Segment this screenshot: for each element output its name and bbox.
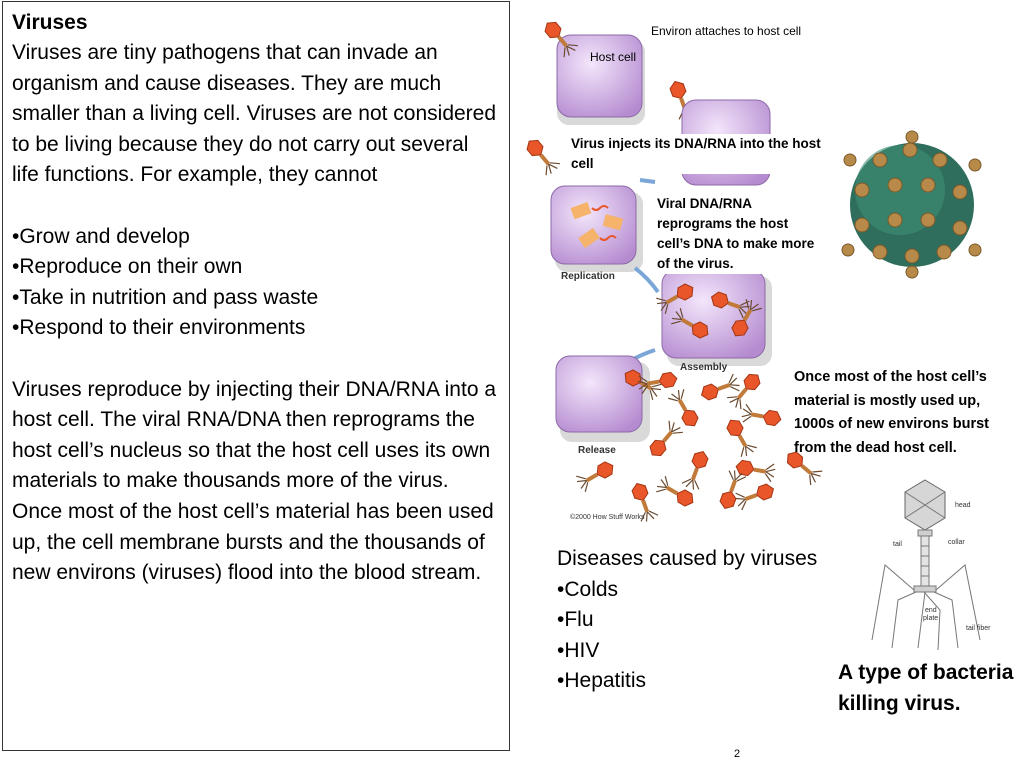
list-item: •Colds (557, 577, 619, 601)
stage-label-replication: Replication (561, 271, 615, 282)
list-item: •Grow and develop (12, 224, 190, 248)
burst-callout: Once most of the host cell’s material is mostly used up, 1000s of new environs burst from the dead host cell. (794, 369, 990, 456)
page-number: 2 (734, 748, 741, 760)
phage-caption: A type of bacteria killing virus. (838, 661, 1014, 715)
stage-label-release: Release (578, 445, 616, 456)
reprogram-callout: Viral DNA/RNA reprograms the host cell’s DNA to make more of the virus. (657, 194, 817, 274)
arrow-icon (640, 180, 655, 182)
stage-label-assembly: Assembly (680, 362, 728, 373)
host-cell-assembly (662, 270, 772, 366)
inject-callout: Virus injects its DNA/RNA into the host cell (571, 134, 821, 174)
host-cell-label: Host cell (590, 50, 637, 64)
host-cell-replication (551, 186, 643, 272)
list-item: •Take in nutrition and pass waste (12, 285, 319, 309)
virus-icon (517, 134, 567, 178)
arrow-icon (635, 268, 658, 292)
reproduction-paragraph: Viruses reproduce by injecting their DNA/RNA into a host cell. The viral RNA/DNA then reprograms the host cell’s nucleus so that the host cell uses its own materials to make thousands more of the virus. Once most of the host cell’s material has been used up, the cell membrane bursts and the thousands of new environs (viruses) flood into the blood stream. (12, 377, 497, 585)
section-title: Viruses (12, 11, 88, 34)
phage-label-collar: collar (948, 539, 965, 546)
phage-label-plate: plate (923, 615, 939, 622)
attach-label: Environ attaches to host cell (651, 24, 802, 38)
list-item: •Flu (557, 608, 594, 632)
phage-label-tail-fiber: tail fiber (966, 625, 991, 632)
phage-label-head: head (955, 502, 971, 509)
phage-label-tail: tail (893, 541, 902, 548)
diseases-list (557, 544, 847, 697)
list-item: •Reproduce on their own (12, 255, 243, 279)
virus-render-image (842, 131, 981, 278)
diseases-heading: Diseases caused by viruses (557, 547, 818, 570)
list-item: •HIV (557, 638, 600, 662)
list-item: •Respond to their environments (12, 316, 306, 340)
host-cell-release (556, 356, 650, 442)
list-item: •Hepatitis (557, 669, 647, 693)
intro-paragraph: Viruses are tiny pathogens that can invade an organism and cause diseases. They are much smaller than a living cell. Viruses are not considered to be living because they do not carry out several life functions. For example, they cannot (12, 41, 497, 187)
phage-label-end: end (925, 607, 937, 614)
copyright-text: ©2000 How Stuff Works (570, 514, 645, 521)
